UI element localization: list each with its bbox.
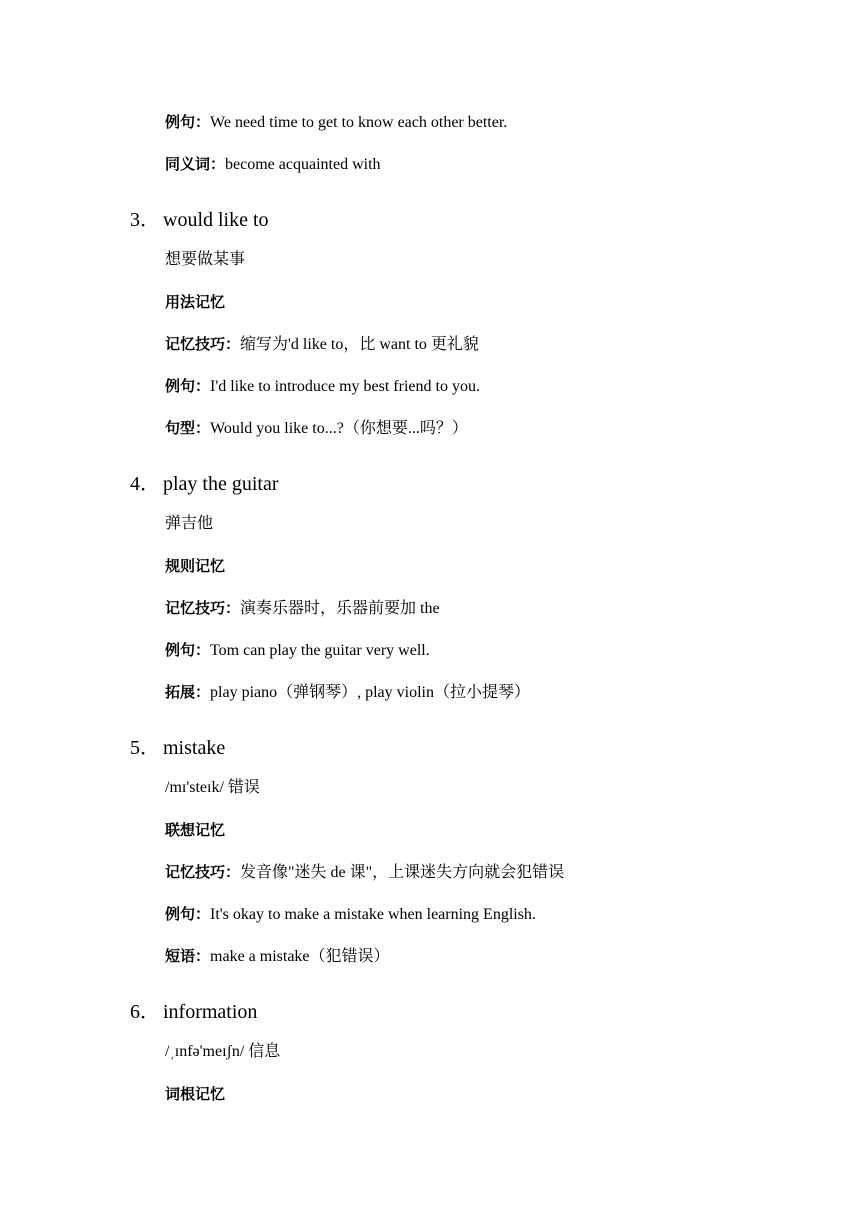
detail-label: 句型：: [165, 419, 211, 437]
synonym-text: become acquainted with: [225, 156, 381, 173]
entry-detail-line: [165, 682, 530, 703]
detail-text: 发音像"迷失 de 课"，上课迷失方向就会犯错误: [240, 864, 565, 881]
detail-text: Tom can play the guitar very well.: [210, 642, 430, 659]
detail-text: 缩写为'd like to，比 want to 更礼貌: [240, 336, 479, 353]
detail-label: 记忆技巧：: [165, 599, 241, 617]
entry-number: 5．: [130, 737, 160, 759]
entry-heading: [130, 736, 225, 760]
detail-label: 拓展：: [165, 683, 211, 701]
entry-detail-line: [165, 904, 536, 925]
entry-meaning: /mɪ'steɪk/ 错误: [165, 779, 260, 796]
detail-text: 演奏乐器时，乐器前要加 the: [240, 600, 440, 617]
entry-detail-line: [165, 418, 468, 439]
entry-detail-line: [165, 376, 480, 397]
entry-term: would like to: [163, 209, 269, 231]
example-text: We need time to get to know each other better.: [210, 114, 508, 131]
entry-number: 4．: [130, 473, 160, 495]
entry-heading: [130, 208, 269, 232]
memory-type: 词根记忆: [165, 1085, 226, 1103]
entry-term: mistake: [163, 737, 226, 759]
detail-label: 例句：: [165, 905, 211, 923]
memory-type: 联想记忆: [165, 821, 226, 839]
entry-meaning: /ˌɪnfə'meɪʃn/ 信息: [165, 1043, 281, 1060]
entry-number: 3．: [130, 209, 160, 231]
detail-text: play piano（弹钢琴）, play violin（拉小提琴）: [210, 684, 530, 701]
memory-type: 用法记忆: [165, 293, 226, 311]
entry-meaning: 想要做某事: [165, 251, 246, 268]
detail-label: 短语：: [165, 947, 211, 965]
entry-number: 6．: [130, 1001, 160, 1023]
memory-type: 规则记忆: [165, 557, 226, 575]
entry-meaning: 弹吉他: [165, 515, 214, 532]
detail-text: Would you like to...?（你想要...吗？）: [210, 420, 468, 437]
entry-detail-line: [165, 598, 440, 619]
entry-detail-line: [165, 640, 430, 661]
intro-synonym-line: [165, 154, 381, 175]
detail-text: It's okay to make a mistake when learning English.: [210, 906, 536, 923]
entry-detail-line: [165, 862, 564, 883]
entry-term: play the guitar: [163, 473, 279, 495]
detail-label: 记忆技巧：: [165, 863, 241, 881]
entry-heading: [130, 472, 279, 496]
entry-term: information: [163, 1001, 258, 1023]
example-label: 例句：: [165, 113, 211, 131]
entry-detail-line: [165, 334, 479, 355]
detail-label: 例句：: [165, 641, 211, 659]
entry-detail-line: [165, 946, 390, 967]
detail-text: I'd like to introduce my best friend to you.: [210, 378, 480, 395]
detail-label: 记忆技巧：: [165, 335, 241, 353]
intro-example-line: [165, 112, 507, 133]
synonym-label: 同义词：: [165, 155, 226, 173]
detail-text: make a mistake（犯错误）: [210, 948, 390, 965]
entry-heading: [130, 1000, 257, 1024]
detail-label: 例句：: [165, 377, 211, 395]
